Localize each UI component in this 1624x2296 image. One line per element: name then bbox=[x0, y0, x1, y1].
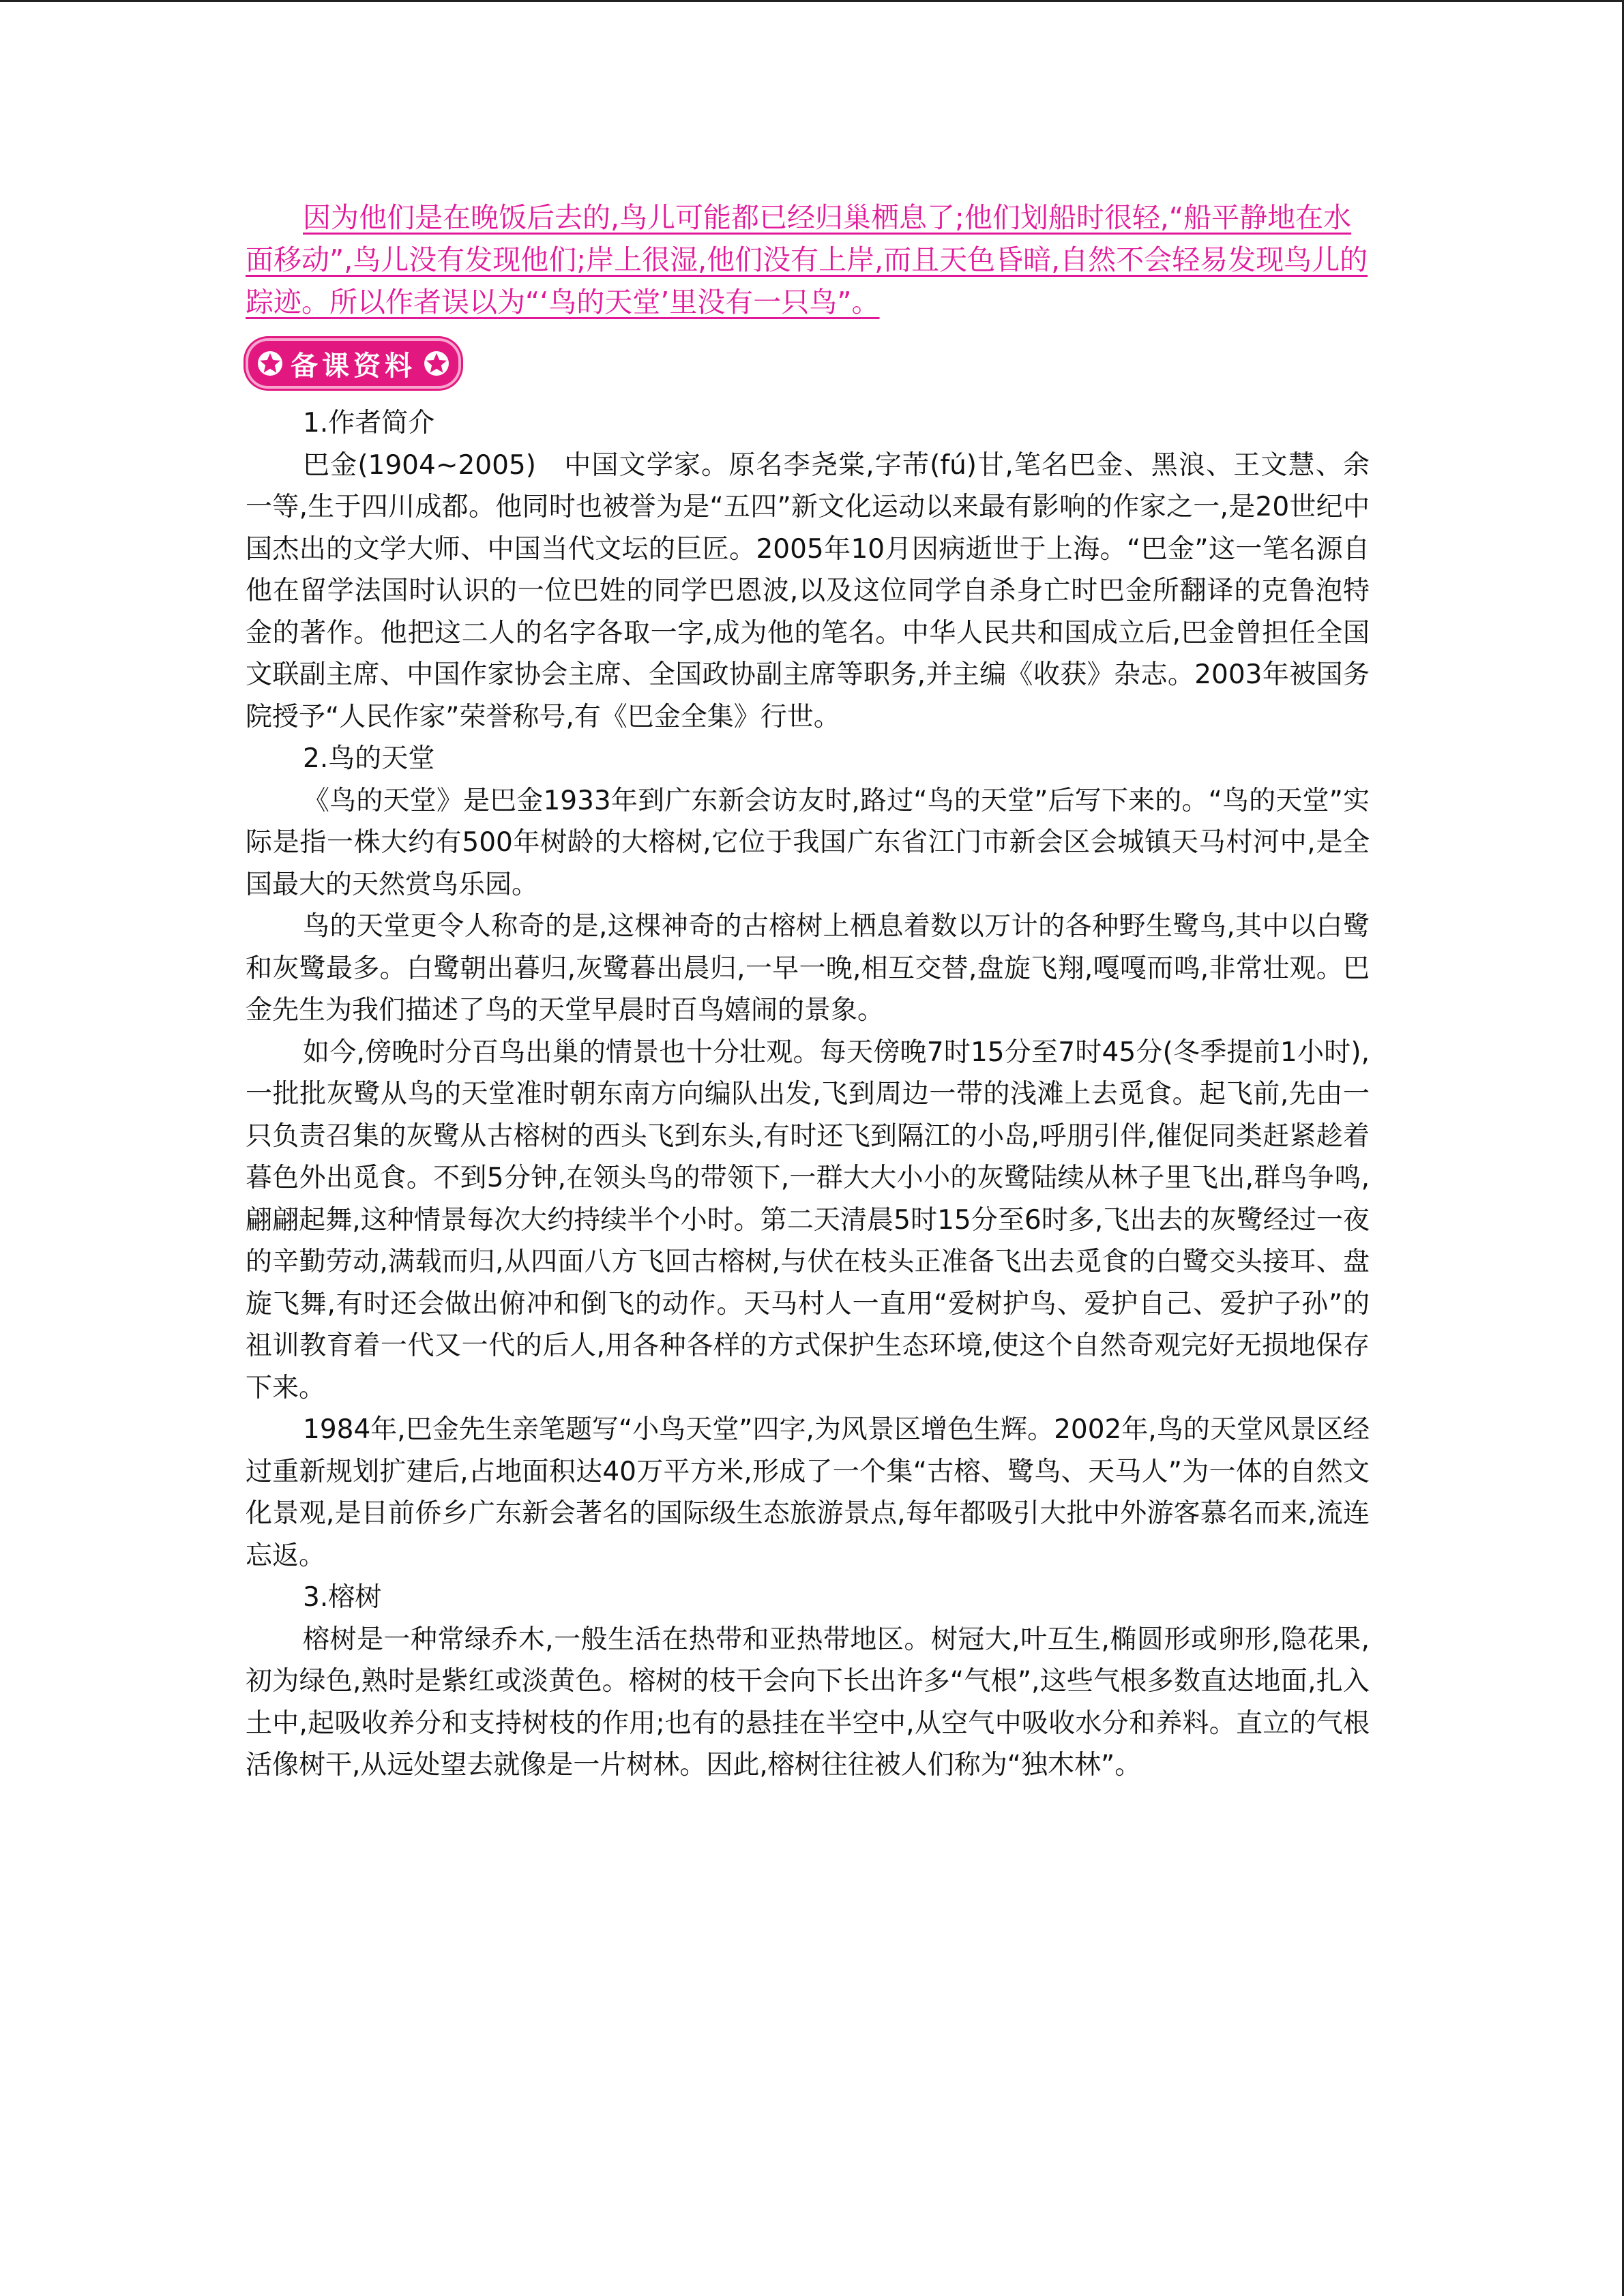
body-paragraph: 《鸟的天堂》是巴金1933年到广东新会访友时,路过“鸟的天堂”后写下来的。“鸟的天堂”实际是指一株大约有500年树龄的大榕树,它位于我国广东省江门市新会区会城镇天马村河中,是全国最大的天然赏鸟乐园。 bbox=[246, 785, 1370, 900]
document-content bbox=[246, 196, 1370, 1787]
star-icon bbox=[423, 350, 450, 377]
answer-text: 因为他们是在晚饭后去的,鸟儿可能都已经归巢栖息了;他们划船时很轻,“船平静地在水面移动”,鸟儿没有发现他们;岸上很湿,他们没有上岸,而且天色昏暗,自然不会轻易发现鸟儿的踪迹。所以作者误以为“‘鸟的天堂’里没有一只鸟”。 bbox=[246, 201, 1368, 318]
section-badge bbox=[246, 338, 461, 389]
section-heading: 3.榕树 bbox=[303, 1582, 382, 1613]
section-heading: 2.鸟的天堂 bbox=[303, 743, 435, 774]
body-paragraph: 如今,傍晚时分百鸟出巢的情景也十分壮观。每天傍晚7时15分至7时45分(冬季提前1小时),一批批灰鹭从鸟的天堂准时朝东南方向编队出发,飞到周边一带的浅滩上去觅食。起飞前,先由一只负责召集的灰鹭从古榕树的西头飞到东头,有时还飞到隔江的小岛,呼朋引伴,催促同类赶紧趁着暮色外出觅食。不到5分钟,在领头鸟的带领下,一群大大小小的灰鹭陆续从林子里飞出,群鸟争鸣,翩翩起舞,这种情景每次大约持续半个小时。第二天清晨5时15分至6时多,飞出去的灰鹭经过一夜的辛勤劳动,满载而归,从四面八方飞回古榕树,与伏在枝头正准备飞出去觅食的白鹭交头接耳、盘旋飞舞,有时还会做出俯冲和倒飞的动作。天马村人一直用“爱树护鸟、爱护自己、爱护子孙”的祖训教育着一代又一代的后人,用各种各样的方式保护生态环境,使这个自然奇观完好无损地保存下来。 bbox=[246, 1037, 1370, 1403]
section-author bbox=[246, 402, 1370, 738]
section-banyan bbox=[246, 1577, 1370, 1787]
body-paragraph: 1984年,巴金先生亲笔题写“小鸟天堂”四字,为风景区增色生辉。2002年,鸟的天堂风景区经过重新规划扩建后,占地面积达40万平方米,形成了一个集“古榕、鹭鸟、天马人”为一体的自然文化景观,是目前侨乡广东新会著名的国际级生态旅游景点,每年都吸引大批中外游客慕名而来,流连忘返。 bbox=[246, 1414, 1370, 1571]
section-heading: 1.作者简介 bbox=[303, 408, 435, 438]
section-bird-paradise bbox=[246, 738, 1370, 1577]
badge-label: 备课资料 bbox=[291, 350, 416, 382]
answer-paragraph bbox=[246, 196, 1370, 323]
page-border-top bbox=[0, 0, 1624, 2]
body-paragraph: 鸟的天堂更令人称奇的是,这棵神奇的古榕树上栖息着数以万计的各种野生鹭鸟,其中以白鹭和灰鹭最多。白鹭朝出暮归,灰鹭暮出晨归,一早一晚,相互交替,盘旋飞翔,嘎嘎而鸣,非常壮观。巴金先生为我们描述了鸟的天堂早晨时百鸟嬉闹的景象。 bbox=[246, 911, 1370, 1026]
body-paragraph: 巴金(1904~2005) 中国文学家。原名李尧棠,字芾(fú)甘,笔名巴金、黑浪、王文慧、余一等,生于四川成都。他同时也被誉为是“五四”新文化运动以来最有影响的作家之一,是20世纪中国杰出的文学大师、中国当代文坛的巨匠。2005年10月因病逝世于上海。“巴金”这一笔名源自他在留学法国时认识的一位巴姓的同学巴恩波,以及这位同学自杀身亡时巴金所翻译的克鲁泡特金的著作。他把这二人的名字各取一字,成为他的笔名。中华人民共和国成立后,巴金曾担任全国文联副主席、中国作家协会主席、全国政协副主席等职务,并主编《收获》杂志。2003年被国务院授予“人民作家”荣誉称号,有《巴金全集》行世。 bbox=[246, 449, 1370, 732]
body-paragraph: 榕树是一种常绿乔木,一般生活在热带和亚热带地区。树冠大,叶互生,椭圆形或卵形,隐花果,初为绿色,熟时是紫红或淡黄色。榕树的枝干会向下长出许多“气根”,这些气根多数直达地面,扎入土中,起吸收养分和支持树枝的作用;也有的悬挂在半空中,从空气中吸收水分和养料。直立的气根活像树干,从远处望去就像是一片树林。因此,榕树往往被人们称为“独木林”。 bbox=[246, 1624, 1370, 1780]
star-icon bbox=[256, 350, 284, 377]
